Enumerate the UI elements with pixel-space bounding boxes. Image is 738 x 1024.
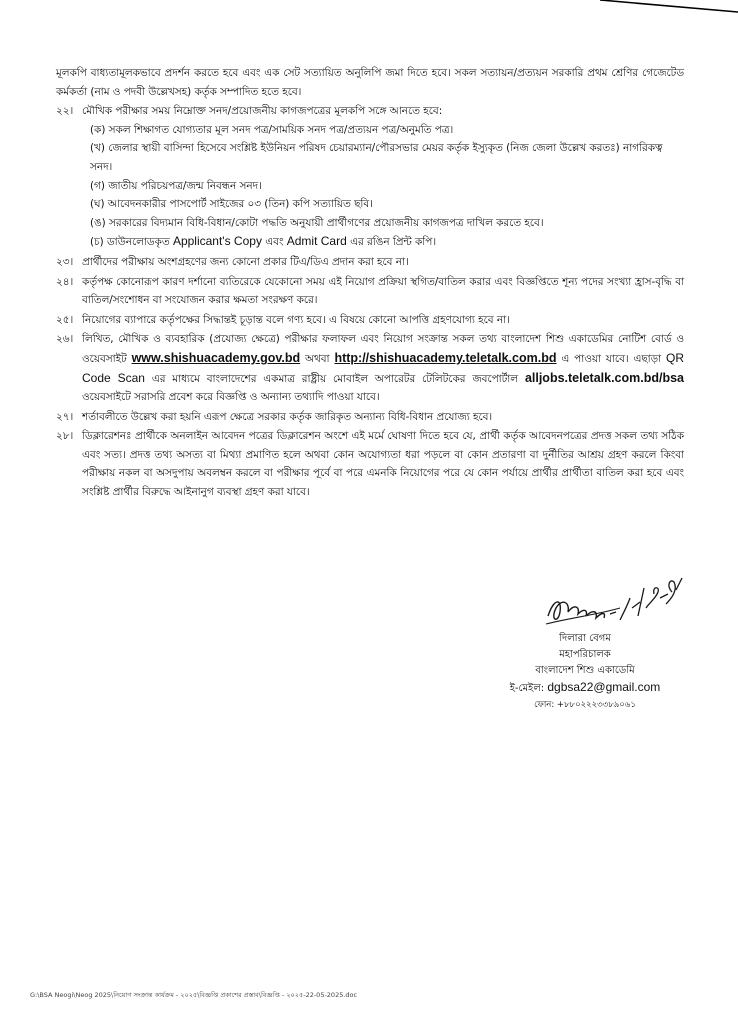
item-28 <box>56 427 684 501</box>
signatory-designation: মহাপরিচালক <box>559 649 611 660</box>
item-text: ডিক্লারেশনঃ প্রার্থীকে অনলাইন আবেদন পত্রের ডিক্লারেশন অংশে এই মর্মে ঘোষণা দিতে হবে যে, প্রার্থী কর্তৃক আবেদনপত্রের প্রদত্ত সকল তথ্য সঠিক এবং সত্য। প্রদত্ত তথ্য অসত্য বা মিথ্যা প্রমাণিত হলে অথবা কোন অযোগ্যতা ধরা পড়লে বা কোন প্রতারণা বা দুর্নীতির আশ্রয় গ্রহণ করলে কিংবা পরীক্ষায় নকল বা অসদুপায় অবলম্বন করলে বা পরীক্ষার পূর্বে বা পরে এমনকি নিয়োগের পরে যে কোন পর্যায়ে প্রার্থীর প্রার্থীতা বাতিল করা হবে এবং সংশ্লিষ্ট প্রার্থীর বিরুদ্ধে আইনানুগ ব্যবস্থা গ্রহণ করা যাবে। <box>82 430 684 499</box>
item-text <box>82 330 684 406</box>
item-number: ২৮। <box>56 430 74 443</box>
continuation-paragraph: মূলকপি বাধ্যতামূলকভাবে প্রদর্শন করতে হবে এবং এক সেট সত্যায়িত অনুলিপি জমা দিতে হবে। সকল সত্যায়ন/প্রত্যয়ন সরকারি প্রথম শ্রেণির গেজেটেড কর্মকর্তা (নাম ও পদবী উল্লেখসহ) কর্তৃক সম্পাদিত হতে হবে। <box>56 67 684 98</box>
item-22 <box>56 102 684 121</box>
sub-item-gha: (ঘ) আবেদনকারীর পাসপোর্ট সাইজের ০৩ (তিন) কপি সত্যায়িত ছবি। <box>90 198 373 211</box>
jobportal-link[interactable]: alljobs.teletalk.com.bd/bsa <box>524 370 685 385</box>
email-address[interactable]: dgbsa22@gmail.com <box>547 680 661 694</box>
or-text: অথবা <box>305 352 330 365</box>
item-text: কর্তৃপক্ষ কোনোরূপ কারণ দর্শানো ব্যতিরেকে যেকোনো সময় এই নিয়োগ প্রক্রিয়া স্থগিত/বাতিল করার এবং বিজ্ঞপ্তিতে শূন্য পদের সংখ্যা হ্রাস-বৃদ্ধি বা বাতিল/সংশোধন বা সংযোজন করার ক্ষমতা সংরক্ষণ করে। <box>82 275 684 307</box>
teletalk-link[interactable]: http://shishuacademy.teletalk.com.bd <box>334 350 557 365</box>
item-25 <box>56 311 684 330</box>
document-body <box>56 64 684 502</box>
item-27 <box>56 408 684 427</box>
sub-item-kha: (খ) জেলার স্থায়ী বাসিন্দা হিসেবে সংশ্লিষ্ট ইউনিয়ন পরিষদ চেয়ারম্যান/পৌরসভার মেয়র কর্তৃক ইস্যুকৃত (নিজ জেলা উল্লেখ করতঃ) নাগরিকত্ব সনদ। <box>90 142 663 173</box>
item-text: নিয়োগের ব্যাপারে কর্তৃপক্ষের সিদ্ধান্তই চূড়ান্ত বলে গণ্য হবে। এ বিষয়ে কোনো আপত্তি গ্রহণযোগ্য হবে না। <box>82 313 510 326</box>
item-text: শর্তাবলীতে উল্লেখ করা হয়নি এরূপ ক্ষেত্রে সরকার কর্তৃক জারিকৃত অন্যান্য বিধি-বিধান প্রযোজ্য হবে। <box>82 410 493 423</box>
item-26-text-d: ওয়েবসাইটে সরাসরি প্রবেশ করে বিজ্ঞপ্তি ও অন্যান্য তথ্যাদি পাওয়া যাবে। <box>82 391 380 404</box>
sub-item-ka: (ক) সকল শিক্ষাগত যোগ্যতার মূল সনদ পত্র/সাময়িক সনদ পত্র/প্রত্যয়ন পত্র/অনুমতি পত্র। <box>90 123 454 136</box>
sub-item-umo: (ঙ) সরকারের বিদ্যমান বিধি-বিধান/কোটা পদ্ধতি অনুযায়ী প্রার্থীগণের প্রয়োজনীয় কাগজপত্র দাখিল করতে হবে। <box>90 216 544 229</box>
scan-corner-mark <box>600 0 738 14</box>
footer-file-path: G:\BSA Neogi\Neog 2025\নিয়োগ সংক্রান্ত কার্যক্রম - ২০২৫\বিজ্ঞপ্তি প্রকাশের প্রস্তাব\বিজ্ঞপ্তি - ২০২৫-22-05-2025.doc <box>30 991 358 999</box>
item-26-text-b: এ পাওয়া যাবে। এছাড়া <box>561 352 662 365</box>
applicant-copy-text: Applicant's Copy <box>172 234 262 249</box>
item-26 <box>56 330 684 406</box>
phone-number: ফোন: +৮৮০২২২৩৩৮৯০৬১ <box>534 700 636 710</box>
sub-item-cha <box>56 232 684 252</box>
website-link[interactable]: www.shishuacademy.gov.bd <box>131 350 301 365</box>
item-24 <box>56 273 684 310</box>
handwritten-signature <box>540 568 690 638</box>
item-text: মৌখিক পরীক্ষার সময় নিম্নোক্ত সনদ/প্রয়োজনীয় কাগজপত্রের মূলকপি সঙ্গে আনতে হবে: <box>82 105 443 118</box>
item-26-text-a: লিখিত, মৌখিক ও ব্যবহারিক (প্রযোজ্য ক্ষেত্রে) পরীক্ষার ফলাফল এবং নিয়োগ সংক্রান্ত সকল তথ্য বাংলাদেশ শিশু একাডেমির নোটিশ বোর্ড ও ওয়েবসাইট <box>82 333 684 365</box>
signatory-organization: বাংলাদেশ শিশু একাডেমি <box>535 665 635 676</box>
qr-code-text: QR Code Scan <box>82 350 684 385</box>
email-label: ই-মেইল: <box>509 683 545 694</box>
item-number: ২৩। <box>56 255 74 268</box>
item-number: ২৪। <box>56 275 74 288</box>
email-line <box>470 679 700 697</box>
item-26-text-c: এর মাধ্যমে বাংলাদেশের একমাত্র রাষ্ট্রীয় মোবাইল অপারেটর টেলিটকের জবপোর্টাল <box>151 372 519 385</box>
sub-item-cha-prefix: (চ) ডাউনলোডকৃত <box>90 236 170 249</box>
item-number: ২৬। <box>56 333 74 346</box>
item-number: ২৭। <box>56 410 74 423</box>
and-text: এবং <box>265 236 284 249</box>
signature-block <box>470 631 700 713</box>
item-23 <box>56 253 684 272</box>
item-text: প্রার্থীদের পরীক্ষায় অংশগ্রহণের জন্য কোনো প্রকার টিএ/ডিএ প্রদান করা হবে না। <box>82 255 409 268</box>
signatory-name: দিলারা বেগম <box>559 633 611 644</box>
item-number: ২২। <box>56 105 74 118</box>
admit-card-text: Admit Card <box>286 234 347 249</box>
sub-item-cha-suffix: এর রঙিন প্রিন্ট কপি। <box>350 236 437 249</box>
item-number: ২৫। <box>56 313 74 326</box>
sub-item-ga: (গ) জাতীয় পরিচয়পত্র/জন্ম নিবন্ধন সনদ। <box>90 179 262 192</box>
